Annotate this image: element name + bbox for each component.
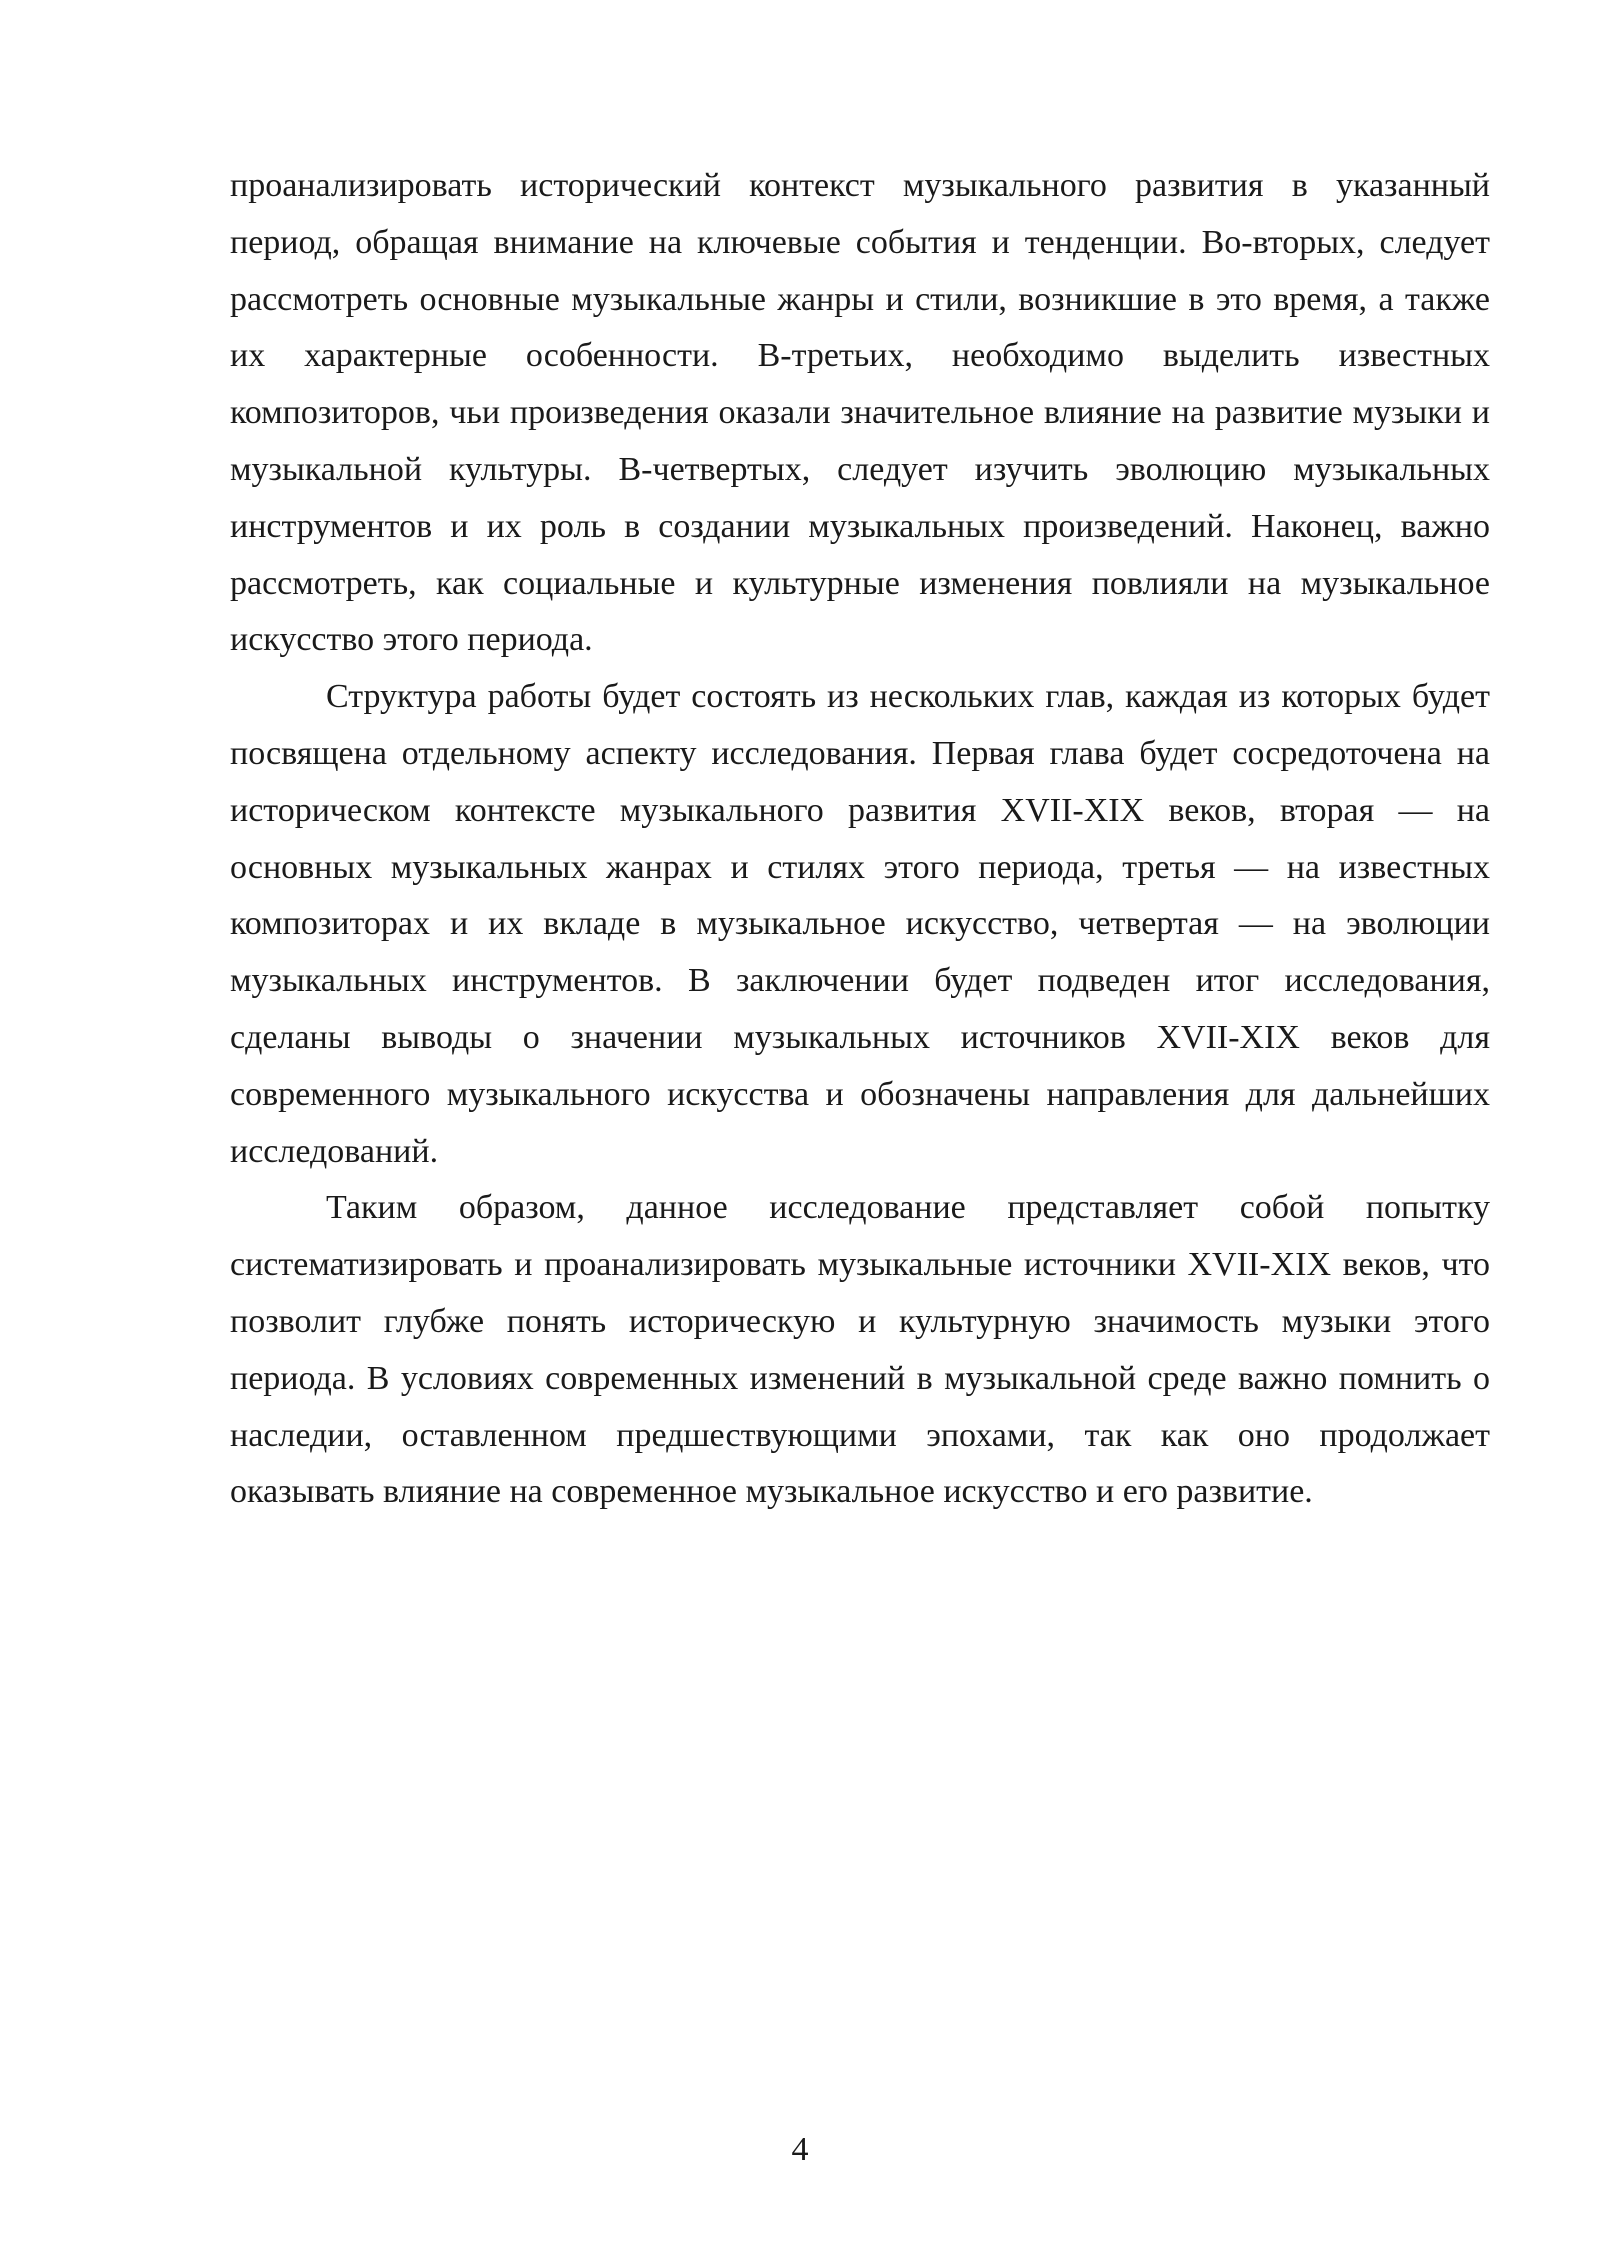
page-number: 4 <box>791 2131 809 2168</box>
paragraph-2: Структура работы будет состоять из нескольких глав, каждая из которых будет посвящена отдельному аспекту исследования. Первая глава будет сосредоточена на историческом контексте музыкального развития XVII-XIX веков, вторая — на основных музыкальных жанрах и стилях этого периода, третья — на известных композиторах и их вкладе в музыкальное искусство, четвертая — на эволюции музыкальных инструментов. В заключении будет подведен итог исследования, сделаны выводы о значении музыкальных источников XVII-XIX веков для современного музыкального искусства и обозначены направления для дальнейших исследований. <box>230 678 1490 1170</box>
body-text <box>230 158 1490 1521</box>
paragraph-1: проанализировать исторический контекст музыкального развития в указанный период, обращая внимание на ключевые события и тенденции. Во-вторых, следует рассмотреть основные музыкальные жанры и стили, возникшие в это время, а также их характерные особенности. В-третьих, необходимо выделить известных композиторов, чьи произведения оказали значительное влияние на развитие музыки и музыкальной культуры. В-четвертых, следует изучить эволюцию музыкальных инструментов и их роль в создании музыкальных произведений. Наконец, важно рассмотреть, как социальные и культурные изменения повлияли на музыкальное искусство этого периода. <box>230 167 1490 659</box>
paragraph-3: Таким образом, данное исследование представляет собой попытку систематизировать и проанализировать музыкальные источники XVII-XIX веков, что позволит глубже понять историческую и культурную значимость музыки этого периода. В условиях современных изменений в музыкальной среде важно помнить о наследии, оставленном предшествующими эпохами, так как оно продолжает оказывать влияние на современное музыкальное искусство и его развитие. <box>230 1189 1490 1511</box>
